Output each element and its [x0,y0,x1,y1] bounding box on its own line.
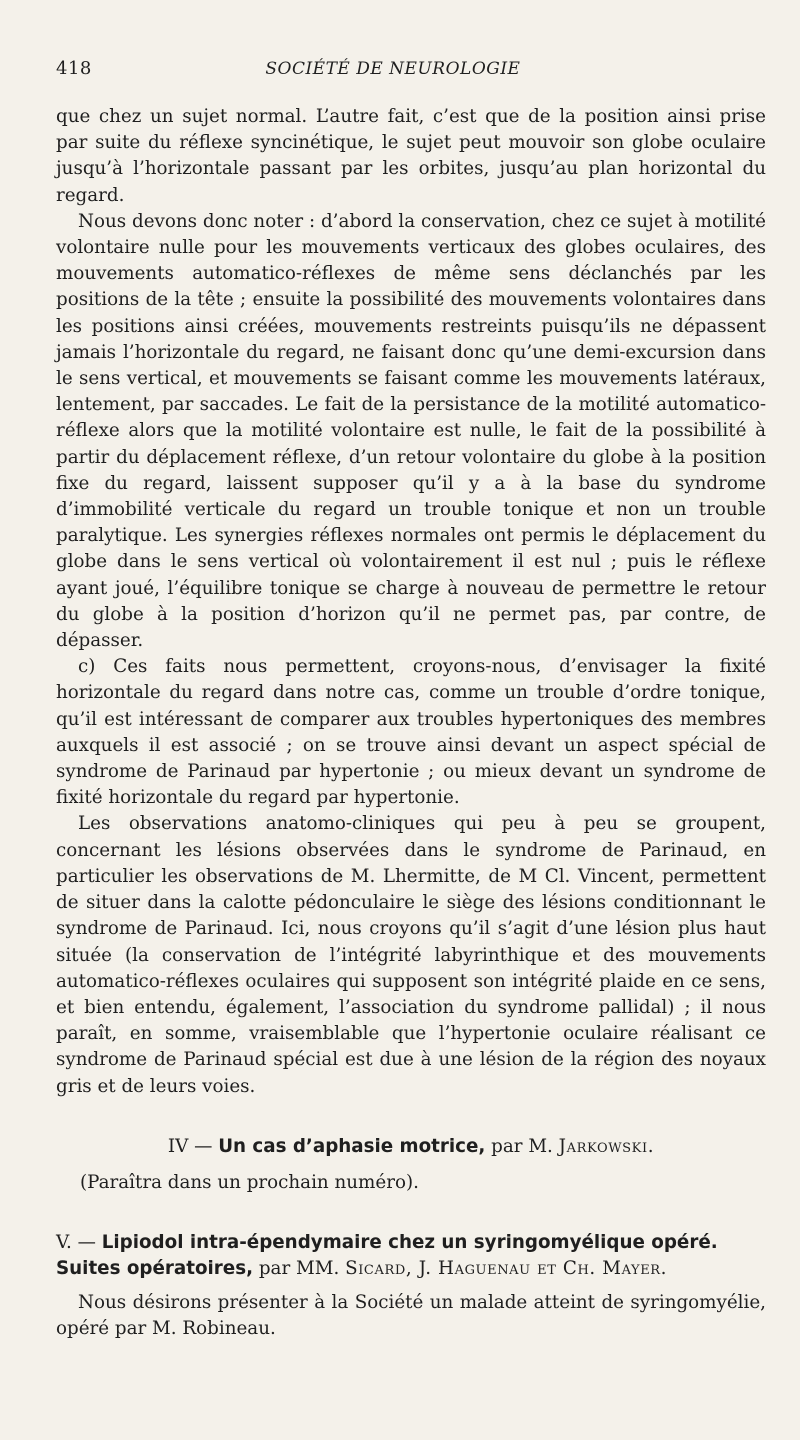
body-text [56,104,766,1100]
running-title: SOCIÉTÉ DE NEUROLOGIE [265,59,521,79]
section-v-title [56,1230,766,1282]
section-iv-number: IV — [167,1135,219,1157]
section-iv-note: (Paraîtra dans un prochain numéro). [80,1171,419,1193]
paragraph-3: c) Ces faits nous permettent, croyons-nous, d’envisager la fixité horizontale du regard dans notre cas, comme un trouble d’ordre tonique, qu’il est intéressant de comparer aux troubles hypertoniques des membres auxquels il est associé ; on se trouve ainsi devant un aspect spécial de syndrome de Parinaud par hypertonie ; ou mieux devant un syndrome de fixité horizontale du regard par hypertonie. [56,656,766,809]
section-iv-by: par M. [485,1135,559,1157]
document-page [56,58,766,1378]
section-iv-title [56,1134,766,1160]
paragraph-4: Les observations anatomo-cliniques qui peu à peu se groupent, concernant les lésions observées dans le syndrome de Parinaud, en particulier les observations de M. Lhermitte, de M Cl. Vincent, permettent de situer dans la calotte pédonculaire le siège des lésions conditionnant le syndrome de Parinaud. Ici, nous croyons qu’il s’agit d’une lésion plus haut située (la conservation de l’intégrité labyrinthique et des mouvements automatico-réflexes oculaires qui supposent son intégrité plaide en ce sens, et bien entendu, également, l’association du syndrome pallidal) ; il nous paraît, en somme, vraisemblable que l’hypertonie oculaire réalisant ce syndrome de Parinaud spécial est due à une lésion de la région des noyaux gris et de leurs voies. [56,813,766,1097]
section-v-heading: Lipiodol intra-épendymaire chez un syringomyélique opéré. Suites opératoires, [56,1231,718,1279]
section-iv-author: Jarkowski. [558,1135,655,1157]
closing-text [56,1290,766,1342]
section-v-number: V. — [56,1231,102,1253]
page-header [56,58,766,92]
paragraph-1: que chez un sujet normal. L’autre fait, c’est que de la position ainsi prise par suite du réflexe syncinétique, le sujet peut mouvoir son globe oculaire jusqu’à l’horizontale passant par les orbites, jusqu’au plan horizontal du regard. [56,106,766,206]
closing-paragraph: Nous désirons présenter à la Société un malade atteint de syringomyélie, opéré par M. Robineau. [56,1291,766,1339]
page-number: 418 [56,58,92,79]
section-v-by: par MM. [253,1257,346,1279]
section-iv-heading: Un cas d’aphasie motrice, [218,1135,486,1157]
paragraph-2: Nous devons donc noter : d’abord la conservation, chez ce sujet à motilité volontaire nulle pour les mouvements verticaux des globes oculaires, des mouvements automatico-réflexes de même sens déclanchés par les positions de la tête ; ensuite la possibilité des mouvements volontaires dans les positions ainsi créées, mouvements restreints puisqu’ils ne dépassent jamais l’horizontale du regard, ne faisant donc qu’une demi-excursion dans le sens vertical, et mouvements se faisant comme les mouvements latéraux, lentement, par saccades. Le fait de la persistance de la motilité automatico-réflexe alors que la motilité volontaire est nulle, le fait de la possibilité à partir du déplacement réflexe, d’un retour volontaire du globe à la position fixe du regard, laissent supposer qu’il y a à la base du syndrome d’immobilité verticale du regard un trouble tonique et non un trouble paralytique. Les synergies réflexes normales ont permis le déplacement du globe dans le sens vertical où volontairement il est nul ; puis le réflexe ayant joué, l’équilibre tonique se charge à nouveau de permettre le retour du globe à la position d’horizon qu’il ne permet pas, par contre, de dépasser. [56,210,766,652]
section-v-authors: Sicard, J. Haguenau et Ch. Mayer. [345,1257,668,1279]
